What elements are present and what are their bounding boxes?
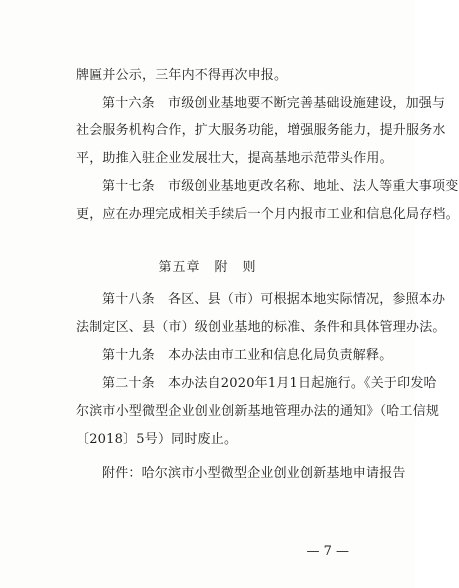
text-line: 更，应在办理完成相关手续后一个月内报市工业和信息化局存档。 bbox=[76, 207, 459, 222]
text-line: 平，助推入驻企业发展壮大，提高基地示范带头作用。 bbox=[76, 151, 393, 166]
text-line: 第十八条 各区、县（市）可根据本地实际情况，参照本办 bbox=[102, 292, 446, 307]
text-line: 第十九条 本办法由市工业和信息化局负责解释。 bbox=[102, 348, 393, 363]
attachment-line: 附件：哈尔滨市小型微型企业创业创新基地申请报告 bbox=[102, 466, 406, 481]
text-line: 第十七条 市级创业基地更改名称、地址、法人等重大事项变 bbox=[102, 179, 459, 194]
text-line: 社会服务机构合作，扩大服务功能，增强服务能力，提升服务水 bbox=[76, 123, 446, 138]
text-line: 第二十条 本办法自2020年1月1日起施行。《关于印发哈 bbox=[102, 376, 437, 391]
text-line: 第十六条 市级创业基地要不断完善基础设施建设，加强与 bbox=[102, 96, 446, 111]
text-line: 〔2018〕5号）同时废止。 bbox=[76, 432, 238, 447]
chapter-heading: 第五章 附 则 bbox=[158, 260, 257, 275]
page-number: — 7 — bbox=[306, 544, 349, 559]
text-line: 牌匾并公示，三年内不得再次申报。 bbox=[76, 68, 288, 83]
text-line: 尔滨市小型微型企业创业创新基地管理办法的通知》（哈工信规 bbox=[76, 404, 440, 419]
text-line: 法制定区、县（市）级创业基地的标准、条件和具体管理办法。 bbox=[76, 320, 446, 335]
